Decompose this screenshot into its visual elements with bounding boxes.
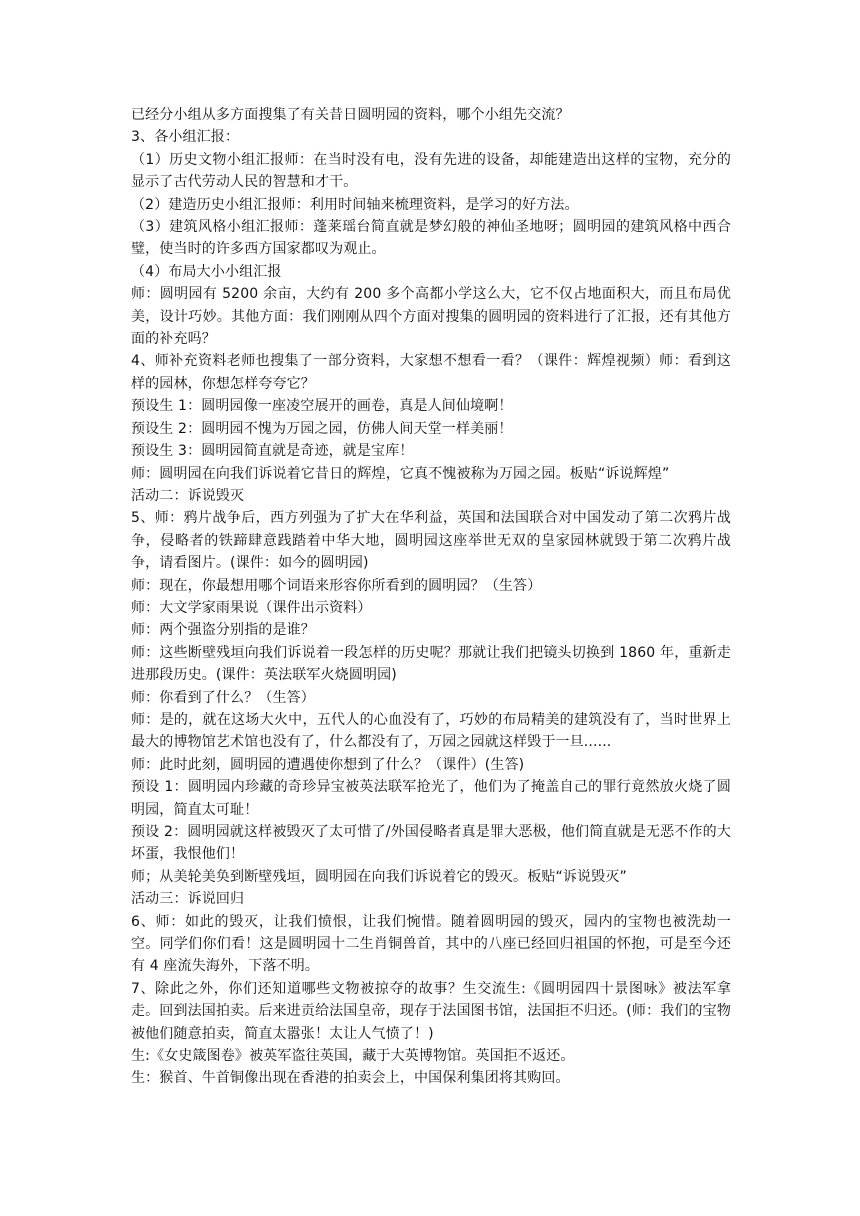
paragraph-teacher-describe: 师：现在，你最想用哪个词语来形容你所看到的圆明园？（生答） [131, 577, 542, 594]
paragraph-intro: 已经分小组从多方面搜集了有关昔日圆明园的资料，哪个小组先交流？ [131, 107, 570, 123]
paragraph-teacher-think: 师：此时此刻，圆明园的遭遇使你想到了什么？（课件）(生答) [131, 756, 525, 773]
paragraph-teacher-robbers: 师：两个强盗分别指的是谁？ [131, 622, 315, 639]
paragraph-preset-2: 预设生 2：圆明园不愧为万园之园，仿佛人间天堂一样美丽！ [131, 420, 513, 437]
paragraph-preset-1: 预设生 1：圆明园像一座凌空展开的画卷，真是人间仙境啊！ [131, 398, 513, 415]
paragraph-preset-loot-2: 预设 2：圆明园就这样被毁灭了太可惜了/外国侵略者真是罪大恶极，他们简直就是无恶不作的大坏蛋，我恨他们！ [131, 824, 731, 863]
paragraph-teacher-glory: 师：圆明园在向我们诉说着它昔日的辉煌，它真不愧被称为万园之园。板贴“诉说辉煌” [131, 465, 670, 482]
paragraph-group-2: （2）建造历史小组汇报师：利用时间轴来梳理资料，是学习的好方法。 [131, 196, 579, 213]
paragraph-teacher-saw: 师：你看到了什么？（生答） [131, 689, 315, 706]
paragraph-step-3-heading: 3、各小组汇报： [131, 129, 240, 146]
paragraph-preset-3: 预设生 3：圆明园简直就是奇迹，就是宝库！ [131, 443, 414, 460]
paragraph-step-6: 6、师：如此的毁灭，让我们愤恨，让我们惋惜。随着圆明园的毁灭，园内的宝物也被洗劫一空。同学们你们看！这是圆明园十二生肖铜兽首，其中的八座已经回归祖国的怀抱，可是至今还有 4 座流失海外，下落不明。 [131, 913, 731, 975]
paragraph-activity-3: 活动三：诉说回归 [131, 891, 245, 908]
paragraph-step-4: 4、师补充资料老师也搜集了一部分资料，大家想不想看一看？（课件：辉煌视频）师：看到这样的园林，你想怎样夸夸它？ [131, 353, 731, 392]
document-body [131, 104, 731, 1090]
paragraph-teacher-layout: 师：圆明园有 5200 余亩，大约有 200 多个高都小学这么大，它不仅占地面积大，而且布局优美，设计巧妙。其他方面：我们刚刚从四个方面对搜集的圆明园的资料进行了汇报，还有其他方面的补充吗？ [131, 286, 731, 348]
paragraph-teacher-hugo: 师：大文学家雨果说（课件出示资料） [131, 599, 372, 616]
paragraph-student-bronze: 生：猴首、牛首铜像出现在香港的拍卖会上，中国保利集团将其购回。 [131, 1070, 570, 1087]
paragraph-teacher-history: 师：这些断壁残垣向我们诉说着一段怎样的历史呢？那就让我们把镜头切换到 1860 年，重新走进那段历史。(课件：英法联军火烧圆明园) [131, 644, 731, 684]
paragraph-teacher-destruction: 师；从美轮美奂到断壁残垣，圆明园在向我们诉说着它的毁灭。板贴“诉说毁灭” [131, 868, 627, 885]
paragraph-group-3: （3）建筑风格小组汇报师：蓬莱瑶台简直就是梦幻般的神仙圣地呀；圆明园的建筑风格中西合璧，使当时的许多西方国家都叹为观止。 [131, 219, 731, 258]
paragraph-teacher-fire: 师：是的，就在这场大火中，五代人的心血没有了，巧妙的布局精美的建筑没有了，当时世界上最大的博物馆艺术馆也没有了，什么都没有了，万园之园就这样毁于一旦...... [131, 711, 731, 751]
paragraph-preset-loot-1: 预设 1：圆明园内珍藏的奇珍异宝被英法联军抢光了，他们为了掩盖自己的罪行竟然放火烧了圆明园，简直太可耻！ [131, 779, 731, 818]
paragraph-group-1: （1）历史文物小组汇报师：在当时没有电，没有先进的设备，却能建造出这样的宝物，充分的显示了古代劳动人民的智慧和才干。 [131, 151, 731, 191]
paragraph-student-scroll: 生:《女史箴图卷》被英军盗往英国，藏于大英博物馆。英国拒不返还。 [131, 1048, 575, 1065]
paragraph-step-7: 7、除此之外，你们还知道哪些文物被掠夺的故事？生交流生:《圆明园四十景图咏》被法军拿走。回到法国拍卖。后来进贡给法国皇帝，现存于法国图书馆，法国拒不归还。(师：我们的宝物被他们随意拍卖，简直太嚣张！太让人气愤了！) [131, 980, 731, 1042]
paragraph-activity-2: 活动二：诉说毁灭 [131, 487, 245, 504]
paragraph-group-4: （4）布局大小小组汇报 [131, 263, 282, 280]
paragraph-step-5: 5、师：鸦片战争后，西方列强为了扩大在华利益，英国和法国联合对中国发动了第二次鸦片战争，侵略者的铁蹄肆意践踏着中华大地，圆明园这座举世无双的皇家园林就毁于第二次鸦片战争，请看图片。(课件：如今的圆明园) [131, 510, 731, 572]
